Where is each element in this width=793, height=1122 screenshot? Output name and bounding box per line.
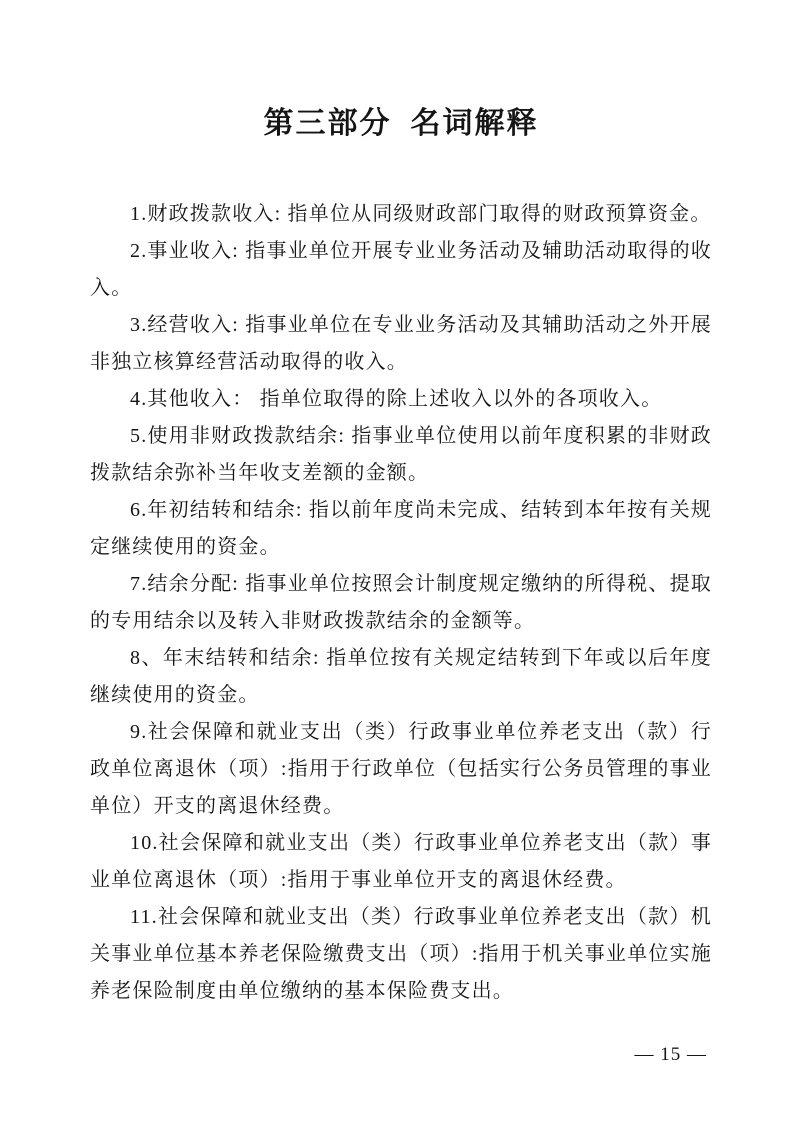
paragraph: 2.事业收入: 指事业单位开展专业业务活动及辅助活动取得的收入。 [90, 240, 712, 299]
paragraph: 7.结余分配: 指事业单位按照会计制度规定缴纳的所得税、提取的专用结余以及转入非财政拨款结余的金额等。 [90, 573, 712, 632]
paragraph: 5.使用非财政拨款结余: 指事业单位使用以前年度积累的非财政拨款结余弥补当年收支差额的金额。 [90, 425, 712, 484]
page-number: — 15 — [634, 1044, 707, 1065]
paragraph: 10.社会保障和就业支出（类）行政事业单位养老支出（款）事业单位离退休（项）:指用于事业单位开支的离退休经费。 [90, 832, 712, 891]
paragraph: 4.其他收入： 指单位取得的除上述收入以外的各项收入。 [130, 388, 663, 410]
paragraph: 3.经营收入: 指事业单位在专业业务活动及其辅助活动之外开展非独立核算经营活动取得的收入。 [90, 314, 712, 373]
paragraph: 1.财政拨款收入: 指单位从同级财政部门取得的财政预算资金。 [130, 203, 712, 225]
document-content [90, 102, 712, 1010]
paragraph: 11.社会保障和就业支出（类）行政事业单位养老支出（款）机关事业单位基本养老保险缴费支出（项）:指用于机关事业单位实施养老保险制度由单位缴纳的基本保险费支出。 [90, 906, 712, 1002]
paragraph: 6.年初结转和结余: 指以前年度尚未完成、结转到本年按有关规定继续使用的资金。 [90, 499, 712, 558]
glossary-paragraphs [90, 196, 712, 1010]
page-title: 第三部分 名词解释 [263, 107, 539, 140]
paragraph: 8、年末结转和结余: 指单位按有关规定结转到下年或以后年度继续使用的资金。 [90, 647, 712, 706]
paragraph: 9.社会保障和就业支出（类）行政事业单位养老支出（款）行政单位离退休（项）:指用于行政单位（包括实行公务员管理的事业单位）开支的离退休经费。 [90, 721, 712, 817]
